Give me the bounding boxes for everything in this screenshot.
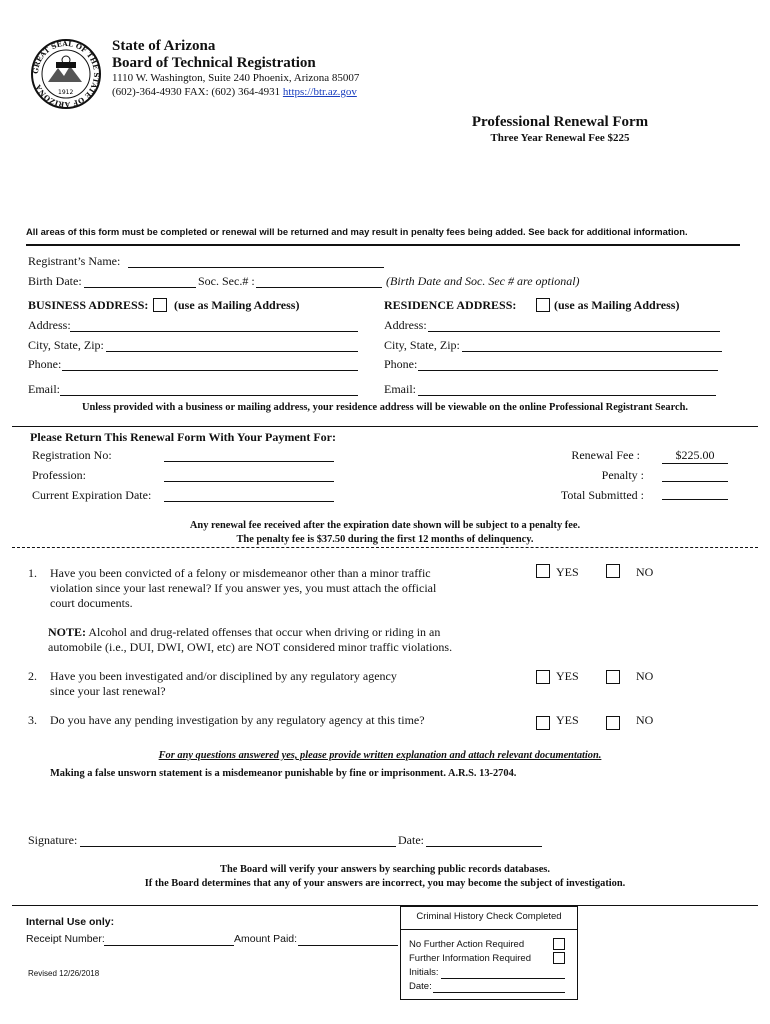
verify-notice-1: The Board will verify your answers by searching public records databases. <box>220 864 550 875</box>
verify-notice-2: If the Board determines that any of your answers are incorrect, you may become the subject of investigation. <box>144 878 626 889</box>
renewal-fee-line <box>662 463 728 464</box>
initials-field[interactable] <box>441 978 565 979</box>
question-1-no-checkbox[interactable] <box>606 564 620 578</box>
svg-text:GREAT SEAL OF THE STATE OF ARI: GREAT SEAL OF THE STATE OF ARIZONA <box>30 38 102 110</box>
address-visibility-notice: Unless provided with a business or mailing address, your residence address will be viewable on the online Professional Registrant Search. <box>81 402 689 413</box>
payment-heading: Please Return This Renewal Form With Your Payment For: <box>30 430 336 444</box>
question-1-number: 1. <box>28 566 37 580</box>
question-3-text: Do you have any pending investigation by any regulatory agency at this time? <box>50 713 425 727</box>
residence-address-field[interactable] <box>428 331 720 332</box>
penalty-notice-2: The penalty fee is $37.50 during the first 12 months of delinquency. <box>236 534 534 545</box>
board-title: Board of Technical Registration <box>112 55 316 71</box>
state-title: State of Arizona <box>112 38 216 54</box>
renewal-fee-label: Renewal Fee : <box>571 448 640 462</box>
note-line-2: automobile (i.e., DUI, DWI, OWI, etc) are NOT considered minor traffic violations. <box>48 640 453 654</box>
renewal-fee-value: $225.00 <box>675 448 715 462</box>
penalty-label: Penalty : <box>601 468 644 482</box>
question-3-no-checkbox[interactable] <box>606 716 620 730</box>
total-submitted-label: Total Submitted : <box>560 488 644 502</box>
date-label: Date: <box>398 833 424 847</box>
question-line: court documents. <box>50 596 133 610</box>
criminal-history-title: Criminal History Check Completed <box>416 911 562 922</box>
question-line: Have you been convicted of a felony or misdemeanor other than a minor traffic <box>50 566 431 580</box>
residence-city-field[interactable] <box>462 351 722 352</box>
business-address-label: Address: <box>28 318 71 332</box>
no-label: NO <box>636 669 654 683</box>
amount-paid-field[interactable] <box>298 945 398 946</box>
note-label: NOTE: <box>48 625 87 639</box>
penalty-field[interactable] <box>662 481 728 482</box>
false-statement-warning: Making a false unsworn statement is a misdemeanor punishable by fine or imprisonment. A.R.S. 13-2704. <box>50 768 517 779</box>
profession-label: Profession: <box>32 468 86 482</box>
expiration-date-label: Current Expiration Date: <box>32 488 152 502</box>
divider <box>12 547 758 548</box>
phone-fax: (602)-364-4930 FAX: (602) 364-4931 <box>112 86 281 98</box>
signature-field[interactable] <box>80 846 396 847</box>
business-email-field[interactable] <box>60 395 358 396</box>
business-address-heading: BUSINESS ADDRESS: <box>28 298 149 312</box>
question-2-no-checkbox[interactable] <box>606 670 620 684</box>
residence-email-field[interactable] <box>418 395 716 396</box>
arizona-state-seal <box>30 38 102 110</box>
initials-label: Initials: <box>409 967 439 978</box>
signature-label: Signature: <box>28 833 78 847</box>
divider <box>12 426 758 427</box>
board-contact <box>112 86 357 98</box>
divider <box>401 929 577 930</box>
residence-address-label: Address: <box>384 318 427 332</box>
registration-no-label: Registration No: <box>32 448 112 462</box>
no-label: NO <box>636 565 654 579</box>
question-2-yes-checkbox[interactable] <box>536 670 550 684</box>
divider <box>26 244 740 246</box>
note-line-1: Alcohol and drug-related offenses that occur when driving or riding in an <box>86 625 441 639</box>
residence-phone-field[interactable] <box>418 370 718 371</box>
question-3-number: 3. <box>28 713 37 727</box>
amount-paid-label: Amount Paid: <box>234 933 298 945</box>
further-info-checkbox[interactable] <box>553 952 565 964</box>
website-link[interactable]: https://btr.az.gov <box>282 86 357 98</box>
registration-no-field[interactable] <box>164 461 334 462</box>
total-submitted-field[interactable] <box>662 499 728 500</box>
form-title: Professional Renewal Form <box>471 114 649 130</box>
registrant-name-label: Registrant’s Name: <box>28 254 121 268</box>
optional-note: (Birth Date and Soc. Sec # are optional) <box>386 274 580 288</box>
no-label: NO <box>636 713 654 727</box>
business-phone-field[interactable] <box>62 370 358 371</box>
ssn-field[interactable] <box>256 287 382 288</box>
date-field[interactable] <box>426 846 542 847</box>
question-line: violation since your last renewal? If you answer yes, you must attach the official <box>50 581 437 595</box>
question-line: since your last renewal? <box>50 684 166 698</box>
residence-city-label: City, State, Zip: <box>384 338 460 352</box>
residence-mailing-checkbox[interactable] <box>536 298 550 312</box>
business-mailing-checkbox[interactable] <box>153 298 167 312</box>
internal-use-heading: Internal Use only: <box>26 916 115 928</box>
criminal-history-box <box>400 906 578 1000</box>
business-city-field[interactable] <box>106 351 358 352</box>
divider <box>12 905 758 906</box>
note-block <box>48 625 452 655</box>
business-mailing-label: (use as Mailing Address) <box>174 298 300 312</box>
yes-label: YES <box>556 669 579 683</box>
penalty-notice-1: Any renewal fee received after the expiration date shown will be subject to a penalty fee. <box>189 520 581 531</box>
no-further-action-label: No Further Action Required <box>409 939 525 950</box>
yes-label: YES <box>556 713 579 727</box>
business-address-field[interactable] <box>70 331 358 332</box>
receipt-number-label: Receipt Number: <box>26 933 105 945</box>
date-label: Date: <box>409 981 432 992</box>
residence-address-heading: RESIDENCE ADDRESS: <box>384 298 517 312</box>
criminal-date-field[interactable] <box>433 992 565 993</box>
business-city-label: City, State, Zip: <box>28 338 104 352</box>
question-1-text <box>50 566 436 611</box>
ssn-label: Soc. Sec.# : <box>198 274 255 288</box>
form-subtitle: Three Year Renewal Fee $225 <box>490 132 630 144</box>
residence-mailing-label: (use as Mailing Address) <box>554 298 680 312</box>
question-2-number: 2. <box>28 669 37 683</box>
explanation-instruction: For any questions answered yes, please provide written explanation and attach relevant documentation. <box>158 750 602 761</box>
expiration-date-field[interactable] <box>164 501 334 502</box>
question-3-yes-checkbox[interactable] <box>536 716 550 730</box>
receipt-number-field[interactable] <box>104 945 234 946</box>
completion-notice: All areas of this form must be completed or renewal will be returned and may result in penalty fees being added. See back for additional information. <box>26 226 688 237</box>
revision-date: Revised 12/26/2018 <box>28 969 100 978</box>
no-further-action-checkbox[interactable] <box>553 938 565 950</box>
business-email-label: Email: <box>28 382 60 396</box>
question-line: Have you been investigated and/or disciplined by any regulatory agency <box>50 669 397 683</box>
question-1-yes-checkbox[interactable] <box>536 564 550 578</box>
business-phone-label: Phone: <box>28 357 62 371</box>
further-info-label: Further Information Required <box>409 953 531 964</box>
question-2-text <box>50 669 397 699</box>
registrant-name-field[interactable] <box>128 267 384 268</box>
yes-label: YES <box>556 565 579 579</box>
birth-date-label: Birth Date: <box>28 274 82 288</box>
profession-field[interactable] <box>164 481 334 482</box>
residence-phone-label: Phone: <box>384 357 418 371</box>
svg-text:1912: 1912 <box>58 89 74 96</box>
board-address: 1110 W. Washington, Suite 240 Phoenix, Arizona 85007 <box>112 72 360 84</box>
residence-email-label: Email: <box>384 382 416 396</box>
birth-date-field[interactable] <box>84 287 196 288</box>
